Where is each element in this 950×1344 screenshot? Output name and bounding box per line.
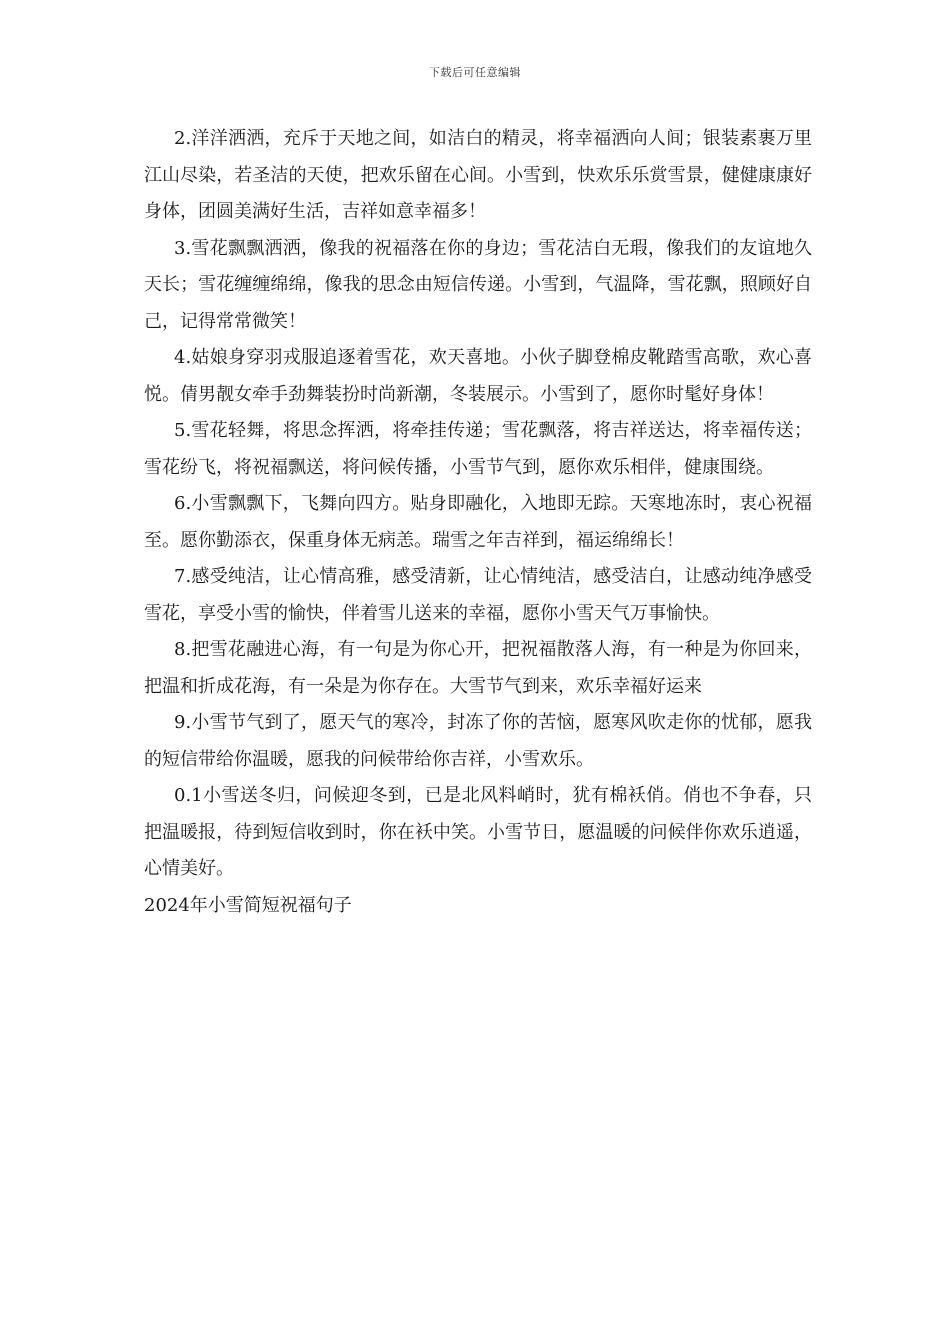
document-body [144,121,812,924]
page-header: 下载后可任意编辑 [429,66,521,79]
paragraph-3: 3.雪花飘飘洒洒，像我的祝福落在你的身边；雪花洁白无瑕，像我们的友谊地久天长；雪花缠缠绵绵，像我的思念由短信传递。小雪到，气温降，雪花飘，照顾好自己，记得常常微笑！ [144,237,812,332]
paragraph-4: 4.姑娘身穿羽戎服追逐着雪花，欢天喜地。小伙子脚登棉皮靴踏雪高歌，欢心喜悦。倩男靓女牵手劲舞装扮时尚新潮，冬装展示。小雪到了，愿你时髦好身体！ [144,347,812,405]
section-heading: 2024年小雪简短祝福句子 [144,894,352,916]
paragraph-7: 7.感受纯洁，让心情高雅，感受清新，让心情纯洁，感受洁白，让感动纯净感受雪花，享受小雪的愉快，伴着雪儿送来的幸福，愿你小雪天气万事愉快。 [144,566,812,624]
paragraph-9: 9.小雪节气到了，愿天气的寒冷，封冻了你的苦恼，愿寒风吹走你的忧郁，愿我的短信带给你温暖，愿我的问候带给你吉祥，小雪欢乐。 [144,712,812,770]
paragraph-0-1: 0.1小雪送冬归，问候迎冬到，已是北风料峭时，犹有棉袄俏。俏也不争春，只把温暖报，待到短信收到时，你在袄中笑。小雪节日，愿温暖的问候伴你欢乐逍遥，心情美好。 [144,785,812,879]
paragraph-5: 5.雪花轻舞，将思念挥洒，将牵挂传递；雪花飘落，将吉祥送达，将幸福传送；雪花纷飞，将祝福飘送，将问候传播，小雪节气到，愿你欢乐相伴，健康围绕。 [144,420,812,478]
paragraph-8: 8.把雪花融进心海，有一句是为你心开，把祝福散落人海，有一种是为你回来，把温和折成花海，有一朵是为你存在。大雪节气到来，欢乐幸福好运来 [144,639,812,697]
paragraph-6: 6.小雪飘飘下，飞舞向四方。贴身即融化，入地即无踪。天寒地冻时，衷心祝福至。愿你勤添衣，保重身体无病恙。瑞雪之年吉祥到，福运绵绵长！ [144,493,812,551]
paragraph-2: 2.洋洋洒洒，充斥于天地之间，如洁白的精灵，将幸福洒向人间；银装素裹万里江山尽染，若圣洁的天使，把欢乐留在心间。小雪到，快欢乐乐赏雪景，健健康康好身体，团圆美满好生活，吉祥如意幸福多！ [144,128,812,222]
